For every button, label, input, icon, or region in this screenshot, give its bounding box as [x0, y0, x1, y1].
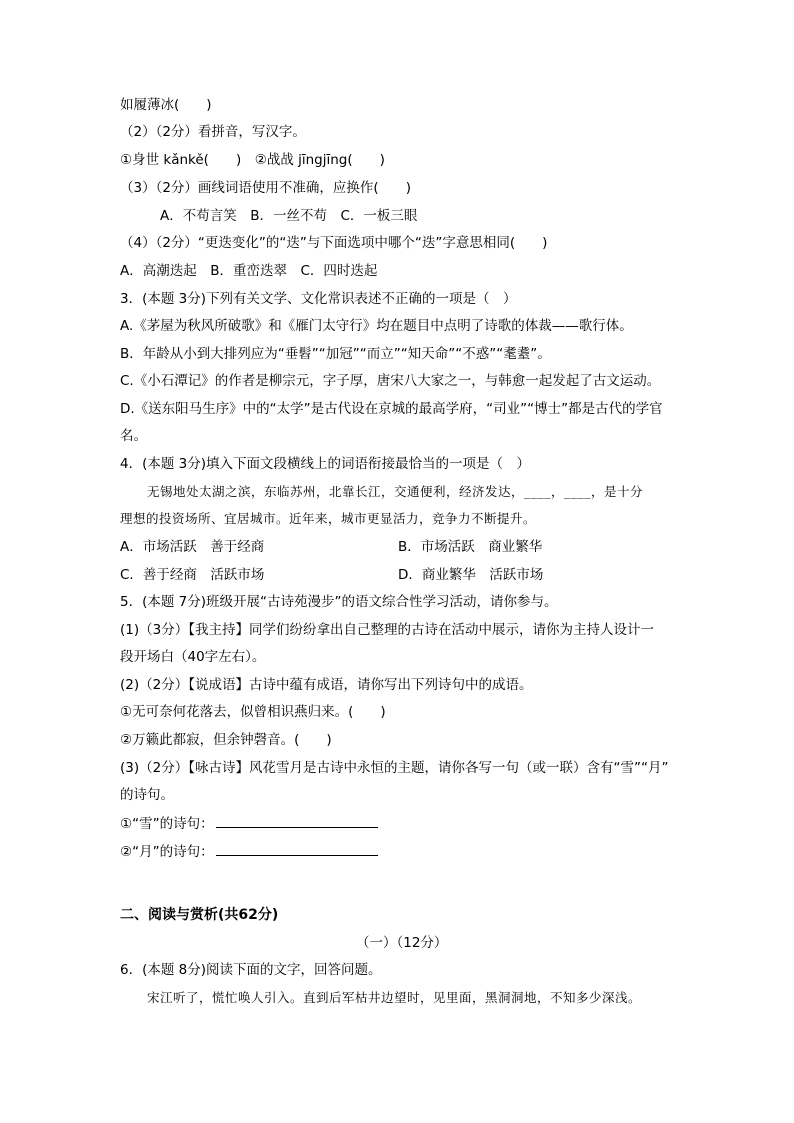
q5-part2-item1: ①无可奈何花落去，似曾相识燕归来。( )	[120, 704, 386, 720]
q4-passage-line2: 理想的投资场所、宜居城市。近年来，城市更显活力，竞争力不断提升。	[120, 511, 537, 526]
q6-passage-line1: 宋江听了，慌忙唤人引入。直到后军枯井边望时，见里面，黑洞洞地，不知多少深浅。	[147, 990, 642, 1005]
q4-option-c: C．善于经商 活跃市场	[120, 567, 265, 583]
section2-heading: 二、阅读与赏析(共62分)	[120, 907, 279, 923]
q3-option-d-line2: 名。	[120, 428, 147, 444]
q1-sub4-options: A．高潮迭起 B．重峦迭翠 C．四时迭起	[120, 263, 378, 279]
q1-sub2-title: （2）（2分）看拼音，写汉字。	[120, 124, 306, 140]
q5-moon-answer-row	[120, 841, 378, 861]
q3-option-b: B．年龄从小到大排列应为“垂髫”“加冠”“而立”“知天命”“不惑”“耄耋”。	[120, 346, 551, 362]
q1-sub3-title: （3）（2分）画线词语使用不准确，应换作( )	[120, 180, 411, 196]
q5-part2-title: (2)（2分）【说成语】古诗中蕴有成语，请你写出下列诗句中的成语。	[120, 677, 533, 693]
q5-part1-line1: (1)（3分）【我主持】同学们纷纷拿出自己整理的古诗在活动中展示，请你为主持人设计一	[120, 622, 654, 638]
q6-stem: 6．(本题 8分)阅读下面的文字，回答问题。	[120, 962, 382, 978]
q4-stem: 4．(本题 3分)填入下面文段横线上的词语衔接最恰当的一项是（ ）	[120, 456, 531, 472]
q3-stem: 3．(本题 3分)下列有关文学、文化常识表述不正确的一项是（ ）	[120, 291, 517, 307]
q5-snow-answer-row	[120, 813, 378, 833]
q4-passage-line1: 无锡地处太湖之滨，东临苏州，北靠长江，交通便利，经济发达，____，____，是十分	[147, 484, 644, 499]
q5-part3-line2: 的诗句。	[120, 787, 174, 803]
q1-sub3-options: A．不苟言笑 B．一丝不苟 C．一板三眼	[160, 208, 418, 224]
snow-line-label: ①“雪”的诗句：	[120, 816, 214, 832]
q5-stem: 5．(本题 7分)班级开展“古诗苑漫步”的语文综合性学习活动，请你参与。	[120, 594, 558, 610]
q3-option-a: A.《茅屋为秋风所破歌》和《雁门太守行》均在题目中点明了诗歌的体裁——歌行体。	[120, 318, 633, 334]
q1-line-idiom: 如履薄冰( )	[120, 97, 212, 113]
section2-part-label: （一）（12分）	[356, 935, 448, 951]
q1-sub4-title: （4）（2分）“更迭变化”的“迭”与下面选项中哪个“迭”字意思相同( )	[120, 235, 548, 251]
q1-sub2-items: ①身世 kǎnkě( ) ②战战 jīngjīng( )	[120, 152, 385, 168]
moon-answer-blank[interactable]	[216, 841, 378, 856]
q5-part2-item2: ②万籁此都寂，但余钟磬音。( )	[120, 732, 332, 748]
q4-option-a: A．市场活跃 善于经商	[120, 539, 265, 555]
q5-part3-line1: (3)（2分）【咏古诗】风花雪月是古诗中永恒的主题，请你各写一句（或一联）含有“雪”“月”	[120, 760, 669, 776]
q5-part1-line2: 段开场白（40字左右）。	[120, 649, 266, 665]
q3-option-c: C.《小石潭记》的作者是柳宗元，字子厚，唐宋八大家之一，与韩愈一起发起了古文运动。	[120, 373, 661, 389]
q4-option-d: D．商业繁华 活跃市场	[398, 567, 544, 583]
snow-answer-blank[interactable]	[216, 813, 378, 828]
q3-option-d-line1: D.《送东阳马生序》中的“太学”是古代设在京城的最高学府，“司业”“博士”都是古代的学官	[120, 401, 663, 417]
moon-line-label: ②“月”的诗句：	[120, 844, 214, 860]
q4-option-b: B．市场活跃 商业繁华	[398, 539, 543, 555]
